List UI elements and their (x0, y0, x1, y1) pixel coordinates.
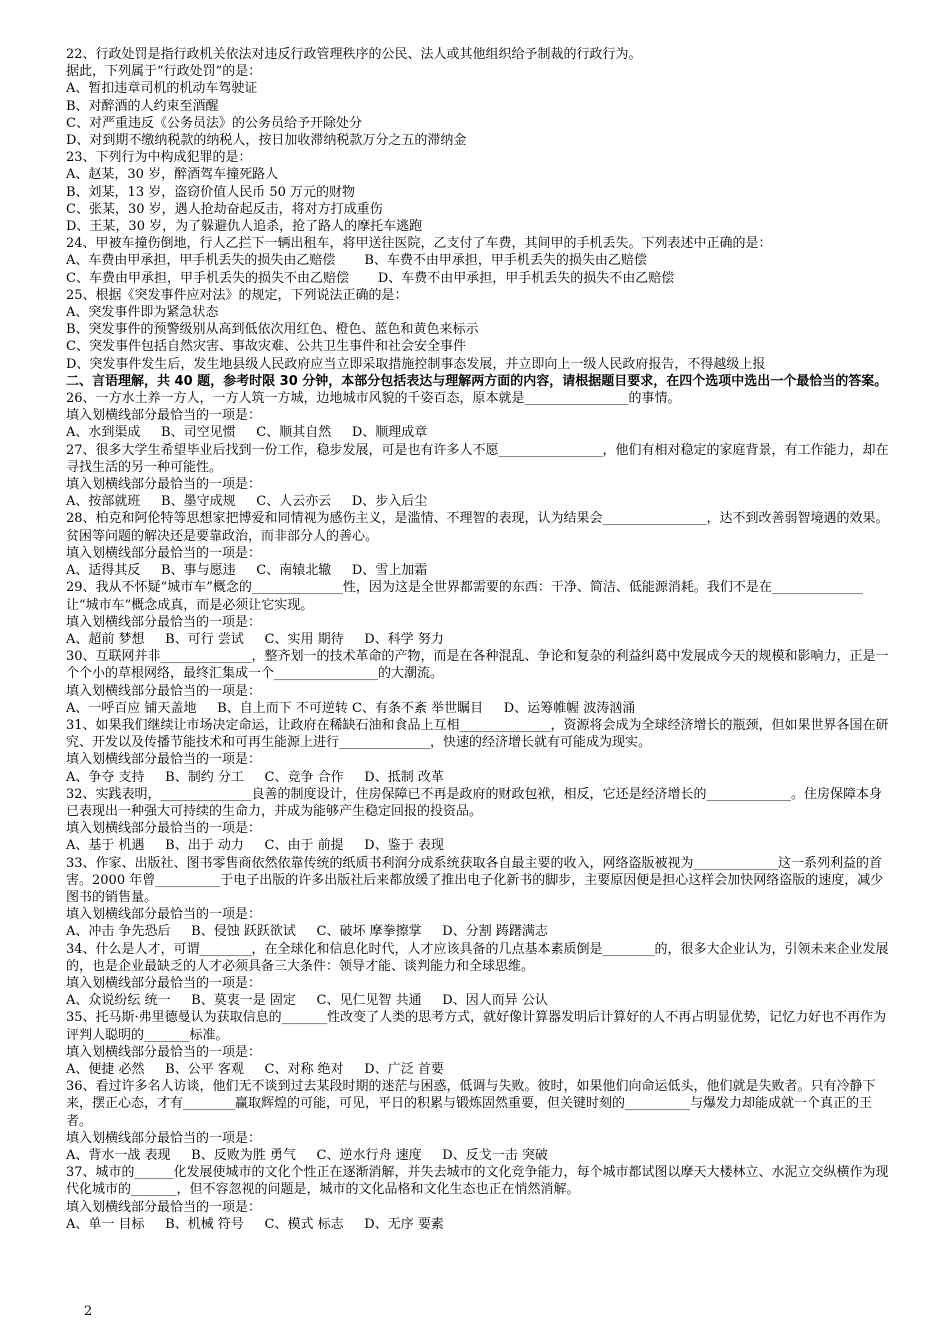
text-line: 35、托马斯·弗里德曼认为获取信息的_______性改变了人类的思考方式，就好像计算器发明后计算好的人不再占明显优势，记忆力好也不再作为评判人聪明的_______标准。 (66, 1010, 887, 1043)
text-line: A、突发事件即为紧急状态 (66, 305, 219, 321)
text-line: D、对到期不缴纳税款的纳税人，按日加收滞纳税款万分之五的滞纳金 (66, 133, 467, 149)
text-line: B、突发事件的预警级别从高到低依次用红色、橙色、蓝色和黄色来标示 (66, 322, 479, 338)
text-line: 填入划横线部分最恰当的一项是： (66, 614, 262, 630)
text-line: D、突发事件发生后，发生地县级人民政府应当立即采取措施控制事态发展，并立即向上一级人民政府报告，不得越级上报 (66, 356, 766, 372)
text-line: A、按部就班 B、墨守成规 C、人云亦云 D、步入后尘 (66, 494, 428, 510)
text-line: A、争夺 支持 B、制约 分工 C、竞争 合作 D、抵制 改革 (66, 769, 444, 785)
text-line: 31、如果我们继续让市场决定命运，让政府在稀缺石油和食品上互相______________，资源将会成为全球经济增长的瓶颈，但如果世界各国在研究、开发以及传播节能技术和可再生能源上进行______________，快速的经济增长就有可能成为现实。 (66, 717, 889, 751)
text-line: 28、柏克和阿伦特等思想家把博爱和同情视为感伤主义，是滥情、不理智的表现，认为结果会________________，达不到改善弱智境遇的效果。贫困等问题的解决还是要靠政治，而非部分人的善心。 (66, 511, 889, 544)
document-page (66, 46, 890, 1233)
text-line: C、张某，30 岁，遇人抢劫奋起反击，将对方打成重伤 (66, 201, 383, 217)
text-line: A、单一 目标 B、机械 符号 C、模式 标志 D、无序 要素 (66, 1216, 444, 1232)
text-line: 填入划横线部分最恰当的一项是： (66, 545, 262, 561)
text-line: 填入划横线部分最恰当的一项是： (66, 408, 262, 424)
text-line: C、车费由甲承担，甲手机丢失的损失不由乙赔偿 D、车费不由甲承担，甲手机丢失的损失不由乙赔偿 (66, 270, 675, 286)
text-line: B、对醉酒的人约束至酒醒 (66, 98, 219, 114)
text-line: 29、我从不怀疑“城市车”概念的______________性，因为这是全世界都需要的东西：干净、简洁、低能源消耗。我们不是在______________让“城市车”概念成真，而是必须让它实现。 (66, 580, 863, 613)
text-line: A、赵某，30 岁，醉酒驾车撞死路人 (66, 167, 279, 183)
text-line: B、刘某，13 岁，盗窃价值人民币 50 万元的财物 (66, 184, 356, 200)
text-line: A、一呼百应 铺天盖地 B、自上而下 不可逆转 C、有条不紊 举世瞩目 D、运筹帷幄 波涛汹涌 (66, 700, 636, 716)
text-line: 填入划横线部分最恰当的一项是： (66, 907, 262, 923)
text-line: A、便捷 必然 B、公平 客观 C、对称 绝对 D、广泛 首要 (66, 1061, 444, 1077)
text-line: A、众说纷纭 统一 B、莫衷一是 固定 C、见仁见智 共通 D、因人而异 公认 (66, 993, 548, 1009)
text-line: A、适得其反 B、事与愿违 C、南辕北辙 D、雪上加霜 (66, 563, 428, 579)
text-line: A、超前 梦想 B、可行 尝试 C、实用 期待 D、科学 努力 (66, 631, 444, 647)
text-line: 33、作家、出版社、图书零售商依然依靠传统的纸质书利润分成系统获取各自最主要的收入，网络盗版被视为_____________这一系列利益的首害。2000 年曾__________于电子出版的许多出版社后来都放缓了推出电子化新书的脚步，主要原因便是担心这样会加快网络盗版的速度，减少图书的销售量。 (66, 855, 884, 905)
text-line: 36、看过许多名人访谈，他们无不谈到过去某段时期的迷茫与困惑，低调与失败。彼时，如果他们向命运低头，他们就是失败者。只有冷静下来，摆正心态，才有________赢取辉煌的可能，可见，平日的积累与锻炼固然重要，但关键时刻的__________与爆发力却能成就一个真正的王者。 (66, 1079, 876, 1129)
text-line: 22、行政处罚是指行政机关依法对违反行政管理秩序的公民、法人或其他组织给予制裁的行政行为。 (66, 47, 642, 62)
text-line: C、对严重违反《公务员法》的公务员给予开除处分 (66, 115, 362, 131)
text-line: 26、一方水土养一方人，一方人筑一方城，边地城市风貌的千姿百态，原本就是________________的事情。 (66, 391, 681, 407)
page-number: 2 (84, 1304, 93, 1319)
text-line: 填入划横线部分最恰当的一项是： (66, 975, 262, 991)
text-line: A、基于 机遇 B、出于 动力 C、由于 前提 D、鉴于 表现 (66, 838, 444, 854)
text-line: 填入划横线部分最恰当的一项是： (66, 752, 262, 768)
text-line: A、冲击 争先恐后 B、侵蚀 跃跃欲试 C、破坏 摩拳擦掌 D、分割 踌躇满志 (66, 924, 548, 940)
text-line: 34、什么是人才，可谓________，在全球化和信息化时代，人才应该具备的几点基本素质倒是________的，很多大企业认为，引领未来企业发展的，也是企业最缺乏的人才必须具备三大条件：领导才能、谈判能力和全球思维。 (66, 941, 889, 974)
text-line: 填入划横线部分最恰当的一项是： (66, 821, 262, 837)
text-line: C、突发事件包括自然灾害、事故灾难、公共卫生事件和社会安全事件 (66, 339, 466, 355)
text-line: A、车费由甲承担，甲手机丢失的损失由乙赔偿 B、车费不由甲承担，甲手机丢失的损失由乙赔偿 (66, 253, 647, 269)
section-heading: 二、言语理解，共 40 题，参考时限 30 分钟，本部分包括表达与理解两方面的内容，请根据题目要求，在四个选项中选出一个最恰当的答案。 (66, 373, 888, 389)
text-line: A、暂扣违章司机的机动车驾驶证 (66, 81, 258, 97)
text-line: A、背水一战 表现 B、反败为胜 勇气 C、逆水行舟 速度 D、反戈一击 突破 (66, 1148, 548, 1163)
text-line: 据此，下列属于“行政处罚”的是： (66, 64, 262, 80)
text-line: 填入划横线部分最恰当的一项是： (66, 1044, 262, 1060)
text-line: 填入划横线部分最恰当的一项是： (66, 477, 262, 493)
text-line: 填入划横线部分最恰当的一项是： (66, 683, 262, 699)
text-line: 23、下列行为中构成犯罪的是： (66, 150, 252, 166)
text-line: 32、实践表明，______________良善的制度设计，住房保障已不再是政府的财政包袱，相反，它还是经济增长的_____________。住房保障本身已表现出一种强大可持续的生命力，并成为能够产生稳定回报的投资品。 (66, 786, 883, 819)
text-line: A、水到渠成 B、司空见惯 C、顺其自然 D、顺理成章 (66, 425, 428, 441)
text-line: 24、甲被车撞伤倒地，行人乙拦下一辆出租车，将甲送往医院，乙支付了车费，其间甲的手机丢失。下列表述中正确的是： (66, 236, 772, 252)
text-line: D、王某，30 岁，为了躲避仇人追杀，抢了路人的摩托车逃跑 (66, 219, 423, 235)
text-line: 填入划横线部分最恰当的一项是： (66, 1199, 262, 1215)
text-line: 30、互联网并非______________，整齐划一的技术革命的产物，而是在各种混乱、争论和复杂的利益纠葛中发展成今天的规模和影响力，正是一个个小的草根网络，最终汇集成一个________________的大潮流。 (66, 649, 889, 682)
text-line: 25、根据《突发事件应对法》的规定，下列说法正确的是： (66, 287, 408, 303)
text-line: 填入划横线部分最恰当的一项是： (66, 1130, 262, 1146)
text-line: 27、很多大学生希望毕业后找到一份工作，稳步发展，可是也有许多人不愿________________，他们有相对稳定的家庭背景，有工作能力，却在寻找生活的另一种可能性。 (66, 442, 889, 475)
text-line: 37、城市的______化发展使城市的文化个性正在逐渐消解，并失去城市的文化竞争能力，每个城市都试图以摩天大楼林立、水泥立交纵横作为现代化城市的_______，但不容忽视的问题是，城市的文化品格和文化生态也正在悄然消解。 (66, 1165, 889, 1198)
